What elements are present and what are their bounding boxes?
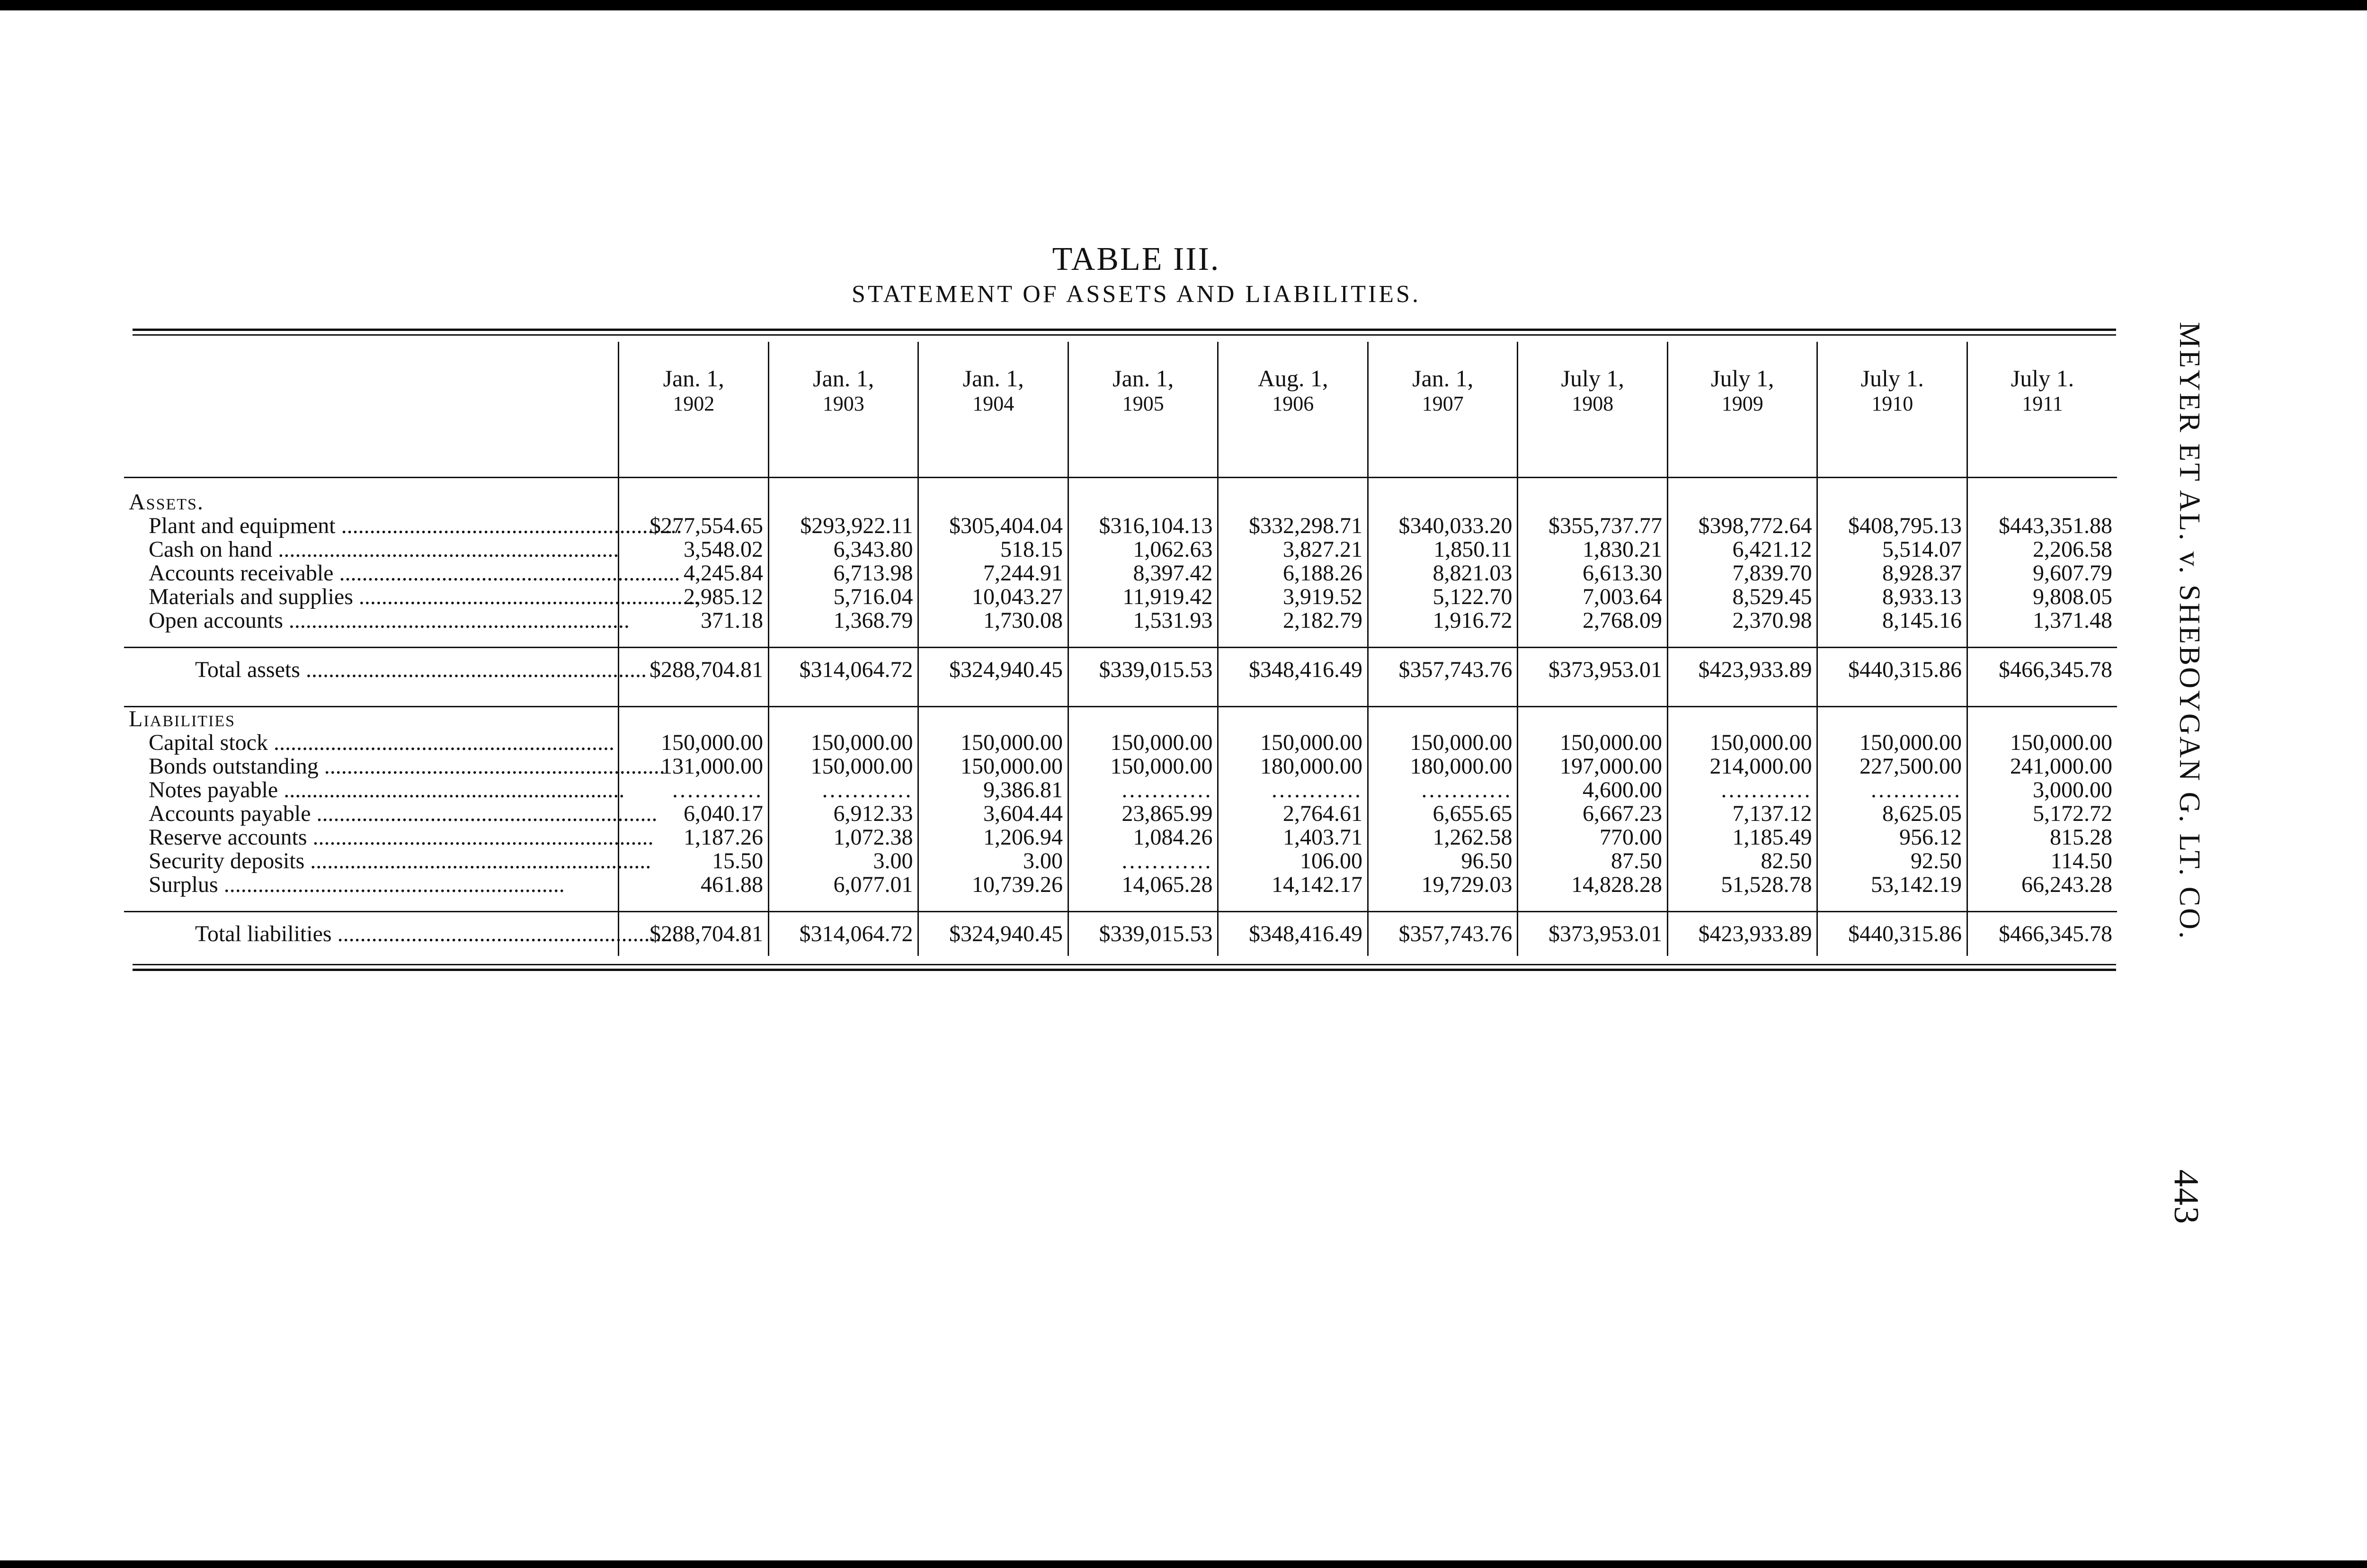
value-cell: 9,386.81 <box>918 778 1068 802</box>
value-cell: 2,182.79 <box>1218 609 1368 633</box>
value-cell: 2,370.98 <box>1667 609 1817 633</box>
value-cell: 3,604.44 <box>918 802 1068 826</box>
value-cell: $316,104.13 <box>1068 514 1218 538</box>
value-cell: 180,000.00 <box>1218 755 1368 778</box>
value-cell: 1,084.26 <box>1068 826 1218 849</box>
column-header-date: Jan. 1, <box>962 365 1024 392</box>
value-cell: $339,015.53 <box>1068 648 1218 692</box>
value-cell: $314,064.72 <box>768 912 918 956</box>
value-cell: $408,795.13 <box>1817 514 1967 538</box>
value-cell: $373,953.01 <box>1518 648 1668 692</box>
liability-row <box>124 873 2117 897</box>
column-header-date: July 1, <box>1711 365 1774 392</box>
column-header-year: 1911 <box>2022 392 2063 415</box>
leader-dots: ............................................................ <box>278 777 625 802</box>
value-cell: $373,953.01 <box>1518 912 1668 956</box>
value-cell: 6,667.23 <box>1518 802 1668 826</box>
section-heading: Liabilities <box>129 706 236 731</box>
value-cell: $440,315.86 <box>1817 912 1967 956</box>
row-label <box>124 513 682 538</box>
column-header-4 <box>1068 342 1218 463</box>
value-cell: 1,187.26 <box>619 826 769 849</box>
column-header-year: 1902 <box>673 392 715 415</box>
row-label <box>124 584 700 609</box>
value-cell: 150,000.00 <box>918 731 1068 755</box>
page-number-margin <box>2159 1169 2211 1264</box>
column-header-date: Jan. 1, <box>1412 365 1474 392</box>
column-header-date: Jan. 1, <box>1112 365 1174 392</box>
value-cell: 150,000.00 <box>1967 731 2117 755</box>
column-header-date: Jan. 1, <box>813 365 874 392</box>
asset-row <box>124 609 2117 633</box>
value-cell: 1,072.38 <box>768 826 918 849</box>
value-cell: 770.00 <box>1518 826 1668 849</box>
value-cell: $305,404.04 <box>918 514 1068 538</box>
value-cell: 1,403.71 <box>1218 826 1368 849</box>
row-label <box>124 561 680 586</box>
liabilities-heading-row <box>124 707 2117 731</box>
value-cell: 150,000.00 <box>619 731 769 755</box>
value-cell: 150,000.00 <box>768 755 918 778</box>
row-label-text: Accounts receivable <box>149 561 334 586</box>
value-cell: $339,015.53 <box>1068 912 1218 956</box>
value-cell: 2,206.58 <box>1967 538 2117 561</box>
column-header-year: 1904 <box>972 392 1014 415</box>
row-label <box>124 754 665 779</box>
column-header-date: July 1. <box>2011 365 2074 392</box>
value-cell: 15.50 <box>619 849 769 873</box>
value-cell: 7,003.64 <box>1518 585 1668 609</box>
value-cell: 9,607.79 <box>1967 561 2117 585</box>
column-header-2 <box>768 342 918 463</box>
value-cell: 7,137.12 <box>1667 802 1817 826</box>
value-cell: 2,768.09 <box>1518 609 1668 633</box>
leader-dots: ............................................................ <box>267 730 614 755</box>
value-cell: 150,000.00 <box>1667 731 1817 755</box>
value-cell: 53,142.19 <box>1817 873 1967 897</box>
asset-row <box>124 514 2117 538</box>
column-header-date: Jan. 1, <box>663 365 724 392</box>
value-cell: 150,000.00 <box>1817 731 1967 755</box>
asset-row <box>124 561 2117 585</box>
value-cell: $423,933.89 <box>1667 648 1817 692</box>
value-cell: 6,040.17 <box>619 802 769 826</box>
value-cell: 5,716.04 <box>768 585 918 609</box>
row-label-text: Surplus <box>149 872 218 897</box>
value-cell: 1,371.48 <box>1967 609 2117 633</box>
row-label <box>124 912 678 956</box>
value-cell: 6,343.80 <box>768 538 918 561</box>
assets-liabilities-table <box>124 342 2117 956</box>
column-header-year: 1905 <box>1122 392 1164 415</box>
page-number: 443 <box>2167 1169 2206 1225</box>
value-cell: 14,828.28 <box>1518 873 1668 897</box>
value-cell: $355,737.77 <box>1518 514 1668 538</box>
scan-border-top <box>0 0 2367 10</box>
blank-cell: ............ <box>1667 778 1817 802</box>
top-rule-thick <box>133 329 2116 331</box>
value-cell: 6,613.30 <box>1518 561 1668 585</box>
blank-cell: ............ <box>1368 778 1518 802</box>
column-header-8 <box>1667 342 1817 463</box>
value-cell: 1,850.11 <box>1368 538 1518 561</box>
value-cell: 180,000.00 <box>1368 755 1518 778</box>
value-cell: $277,554.65 <box>619 514 769 538</box>
value-cell: $357,743.76 <box>1368 648 1518 692</box>
value-cell: 23,865.99 <box>1068 802 1218 826</box>
value-cell: 150,000.00 <box>1068 731 1218 755</box>
value-cell: 197,000.00 <box>1518 755 1668 778</box>
value-cell: 8,397.42 <box>1068 561 1218 585</box>
value-cell: $423,933.89 <box>1667 912 1817 956</box>
row-label-text: Total assets <box>195 657 300 682</box>
value-cell: 114.50 <box>1967 849 2117 873</box>
value-cell: 3.00 <box>768 849 918 873</box>
column-header-date: July 1. <box>1860 365 1924 392</box>
value-cell: 2,764.61 <box>1218 802 1368 826</box>
value-cell: 6,713.98 <box>768 561 918 585</box>
section-heading: Assets. <box>129 490 204 515</box>
value-cell: 6,912.33 <box>768 802 918 826</box>
bottom-rule-thin <box>133 964 2116 965</box>
liability-row <box>124 731 2117 755</box>
value-cell: $466,345.78 <box>1967 648 2117 692</box>
leader-dots: ............................................................ <box>333 561 680 586</box>
scan-border-bottom <box>0 1560 2367 1568</box>
column-header-row <box>124 342 2117 463</box>
spacer-row-1 <box>124 478 2117 491</box>
column-header-year: 1908 <box>1572 392 1614 415</box>
value-cell: 96.50 <box>1368 849 1518 873</box>
row-label <box>124 825 654 850</box>
value-cell: 214,000.00 <box>1667 755 1817 778</box>
value-cell: 461.88 <box>619 873 769 897</box>
value-cell: $293,922.11 <box>768 514 918 538</box>
row-label <box>124 608 630 633</box>
value-cell: 14,065.28 <box>1068 873 1218 897</box>
row-label-text: Total liabilities <box>195 921 332 946</box>
value-cell: 3,919.52 <box>1218 585 1368 609</box>
value-cell: 150,000.00 <box>1068 755 1218 778</box>
value-cell: $288,704.81 <box>619 648 769 692</box>
value-cell: 66,243.28 <box>1967 873 2117 897</box>
blank-cell: ............ <box>1068 778 1218 802</box>
value-cell: $348,416.49 <box>1218 648 1368 692</box>
leader-dots: ............................................................ <box>300 657 647 682</box>
value-cell: 815.28 <box>1967 826 2117 849</box>
value-cell: 371.18 <box>619 609 769 633</box>
value-cell: 1,368.79 <box>768 609 918 633</box>
row-label-text: Materials and supplies <box>149 584 353 609</box>
value-cell: 1,206.94 <box>918 826 1068 849</box>
liability-row <box>124 802 2117 826</box>
value-cell: $357,743.76 <box>1368 912 1518 956</box>
value-cell: 3,548.02 <box>619 538 769 561</box>
assets-heading-row <box>124 490 2117 514</box>
value-cell: 82.50 <box>1667 849 1817 873</box>
value-cell: 1,830.21 <box>1518 538 1668 561</box>
leader-dots: ............................................................ <box>318 754 665 779</box>
row-label <box>124 801 658 826</box>
value-cell: 150,000.00 <box>1368 731 1518 755</box>
value-cell: 150,000.00 <box>918 755 1068 778</box>
value-cell: 10,043.27 <box>918 585 1068 609</box>
value-cell: 1,262.58 <box>1368 826 1518 849</box>
column-header-5 <box>1218 342 1368 463</box>
value-cell: 11,919.42 <box>1068 585 1218 609</box>
value-cell: 227,500.00 <box>1817 755 1967 778</box>
value-cell: 3,000.00 <box>1967 778 2117 802</box>
value-cell: 6,421.12 <box>1667 538 1817 561</box>
column-header-9 <box>1817 342 1967 463</box>
column-header-7 <box>1518 342 1668 463</box>
column-header-year: 1903 <box>822 392 864 415</box>
blank-cell: ............ <box>1817 778 1967 802</box>
asset-row <box>124 585 2117 609</box>
row-label <box>124 848 651 873</box>
value-cell: 150,000.00 <box>1218 731 1368 755</box>
value-cell: 5,514.07 <box>1817 538 1967 561</box>
value-cell: 14,142.17 <box>1218 873 1368 897</box>
row-label-text: Capital stock <box>149 730 268 755</box>
value-cell: 241,000.00 <box>1967 755 2117 778</box>
value-cell: 8,933.13 <box>1817 585 1967 609</box>
blank-cell: ............ <box>1218 778 1368 802</box>
assets-total-separator <box>124 633 2117 648</box>
table-subtitle: STATEMENT OF ASSETS AND LIABILITIES. <box>852 281 1421 308</box>
blank-cell: ............ <box>619 778 769 802</box>
value-cell: 106.00 <box>1218 849 1368 873</box>
value-cell: 2,985.12 <box>619 585 769 609</box>
value-cell: 51,528.78 <box>1667 873 1817 897</box>
value-cell: 1,185.49 <box>1667 826 1817 849</box>
row-label <box>124 648 647 692</box>
value-cell: 92.50 <box>1817 849 1967 873</box>
value-cell: 1,062.63 <box>1068 538 1218 561</box>
value-cell: $440,315.86 <box>1817 648 1967 692</box>
value-cell: $340,033.20 <box>1368 514 1518 538</box>
value-cell: 8,821.03 <box>1368 561 1518 585</box>
row-label-text: Plant and equipment <box>149 513 336 538</box>
top-rule-thin <box>133 334 2116 336</box>
liability-row <box>124 826 2117 849</box>
value-cell: $324,940.45 <box>918 648 1068 692</box>
row-label <box>124 777 625 802</box>
column-header-year: 1907 <box>1422 392 1464 415</box>
leader-dots: ............................................................ <box>272 537 619 562</box>
header-separator <box>124 463 2117 478</box>
value-cell: 6,077.01 <box>768 873 918 897</box>
column-header-3 <box>918 342 1068 463</box>
liabilities-total-separator <box>124 897 2117 912</box>
value-cell: 3.00 <box>918 849 1068 873</box>
leader-dots: ............................................................ <box>353 584 700 609</box>
value-cell: 5,122.70 <box>1368 585 1518 609</box>
value-cell: 1,916.72 <box>1368 609 1518 633</box>
value-cell: $288,704.81 <box>619 912 769 956</box>
value-cell: 150,000.00 <box>1518 731 1668 755</box>
value-cell: 4,245.84 <box>619 561 769 585</box>
total-liabilities-row <box>124 912 2117 956</box>
value-cell: 131,000.00 <box>619 755 769 778</box>
value-cell: 8,625.05 <box>1817 802 1967 826</box>
leader-dots: ............................................................ <box>283 608 630 633</box>
column-header-date: Aug. 1, <box>1257 365 1328 392</box>
value-cell: $443,351.88 <box>1967 514 2117 538</box>
leader-dots: ............................................................ <box>335 513 682 538</box>
liability-row <box>124 849 2117 873</box>
leader-dots: ............................................................ <box>307 825 654 850</box>
value-cell: $314,064.72 <box>768 648 918 692</box>
leader-dots: ............................................................ <box>304 848 651 873</box>
leader-dots: ............................................................ <box>311 801 658 826</box>
total-assets-row <box>124 648 2117 692</box>
stub-header <box>124 342 619 463</box>
blank-cell: ............ <box>768 778 918 802</box>
value-cell: 150,000.00 <box>768 731 918 755</box>
value-cell: 3,827.21 <box>1218 538 1368 561</box>
value-cell: 1,531.93 <box>1068 609 1218 633</box>
value-cell: 6,188.26 <box>1218 561 1368 585</box>
value-cell: 1,730.08 <box>918 609 1068 633</box>
value-cell: 8,928.37 <box>1817 561 1967 585</box>
row-label-text: Bonds outstanding <box>149 754 319 779</box>
value-cell: $324,940.45 <box>918 912 1068 956</box>
column-header-1 <box>619 342 769 463</box>
value-cell: 9,808.05 <box>1967 585 2117 609</box>
column-header-date: July 1, <box>1561 365 1624 392</box>
value-cell: $348,416.49 <box>1218 912 1368 956</box>
row-label-text: Cash on hand <box>149 537 273 562</box>
column-header-year: 1906 <box>1272 392 1314 415</box>
row-label <box>124 731 619 755</box>
value-cell: 7,839.70 <box>1667 561 1817 585</box>
value-cell: 956.12 <box>1817 826 1967 849</box>
bottom-rule-thick <box>133 969 2116 971</box>
row-label <box>124 873 619 897</box>
column-header-10 <box>1967 342 2117 463</box>
leader-dots: ............................................................ <box>331 921 678 946</box>
liability-row <box>124 778 2117 802</box>
column-header-year: 1910 <box>1871 392 1913 415</box>
value-cell: $466,345.78 <box>1967 912 2117 956</box>
blank-cell: ............ <box>1068 849 1218 873</box>
asset-row <box>124 538 2117 561</box>
column-header-year: 1909 <box>1721 392 1763 415</box>
table-title: TABLE III. <box>1052 241 1220 277</box>
value-cell: 8,529.45 <box>1667 585 1817 609</box>
value-cell: 5,172.72 <box>1967 802 2117 826</box>
value-cell: 87.50 <box>1518 849 1668 873</box>
assets-end-separator <box>124 692 2117 707</box>
column-header-6 <box>1368 342 1518 463</box>
leader-dots: ............................................................ <box>218 872 565 897</box>
liability-row <box>124 755 2117 778</box>
running-head: MEYER ET AL. v. SHEBOYGAN G. LT. CO. <box>2173 322 2206 941</box>
value-cell: 6,655.65 <box>1368 802 1518 826</box>
value-cell: 7,244.91 <box>918 561 1068 585</box>
value-cell: 8,145.16 <box>1817 609 1967 633</box>
row-label-text: Open accounts <box>149 608 283 633</box>
row-label-text: Accounts payable <box>149 801 311 826</box>
row-label-text: Notes payable <box>149 777 278 802</box>
value-cell: 10,739.26 <box>918 873 1068 897</box>
value-cell: 19,729.03 <box>1368 873 1518 897</box>
table-body <box>124 463 2117 956</box>
value-cell: $332,298.71 <box>1218 514 1368 538</box>
value-cell: 4,600.00 <box>1518 778 1668 802</box>
value-cell: 518.15 <box>918 538 1068 561</box>
value-cell: $398,772.64 <box>1667 514 1817 538</box>
row-label-text: Reserve accounts <box>149 825 307 850</box>
row-label-text: Security deposits <box>149 848 305 873</box>
row-label <box>124 538 619 561</box>
